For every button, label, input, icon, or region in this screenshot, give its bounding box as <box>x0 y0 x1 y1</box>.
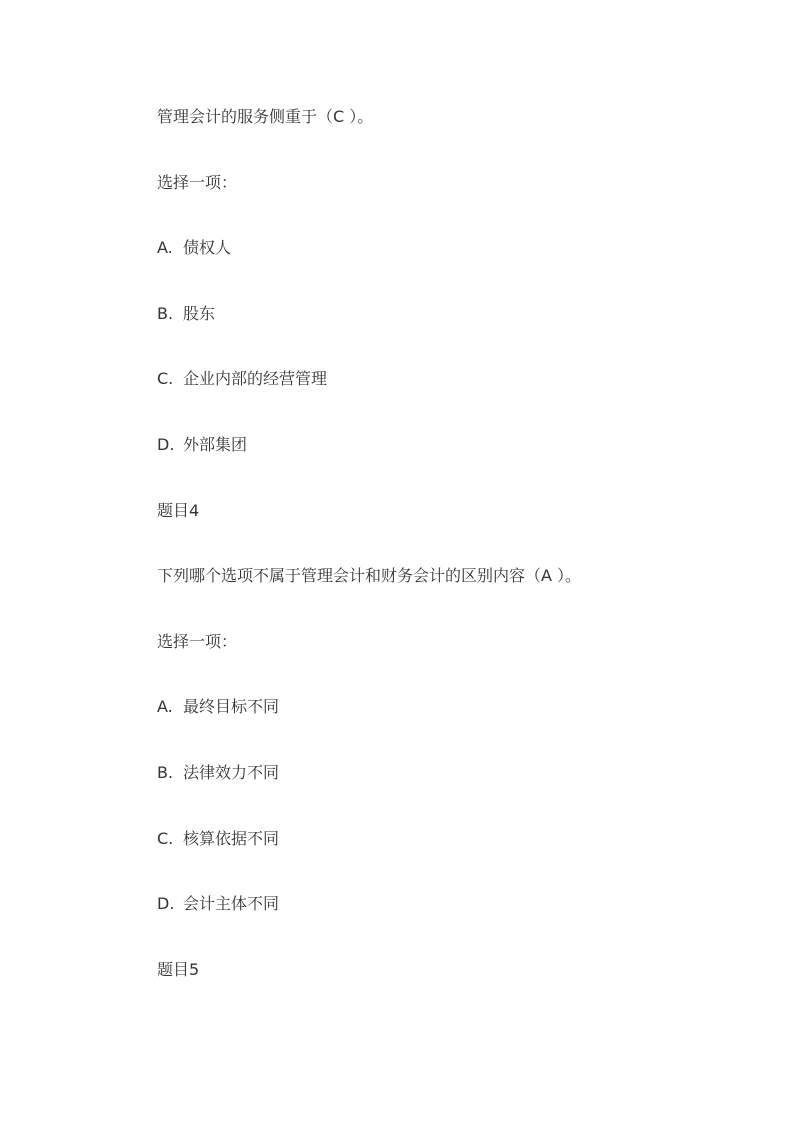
option-text: 股东 <box>183 304 216 323</box>
option-text: 会计主体不同 <box>183 894 280 913</box>
question-3-option-d <box>157 435 247 455</box>
option-letter: A. <box>157 238 173 257</box>
option-letter: C. <box>157 369 174 388</box>
question-3-option-b <box>157 304 215 324</box>
option-text: 核算依据不同 <box>183 829 280 848</box>
option-text: 债权人 <box>183 238 232 257</box>
option-text: 最终目标不同 <box>183 697 280 716</box>
question-3-stem: 管理会计的服务侧重于（C ）。 <box>157 107 374 126</box>
option-letter: D. <box>157 435 175 454</box>
option-text: 法律效力不同 <box>183 763 280 782</box>
option-text: 外部集团 <box>183 435 248 454</box>
question-4-heading: 题目4 <box>157 501 200 520</box>
question-5-heading: 题目5 <box>157 960 200 979</box>
question-4-option-c <box>157 829 279 849</box>
option-letter: D. <box>157 894 175 913</box>
question-3-option-c <box>157 369 327 389</box>
question-4-option-b <box>157 763 279 783</box>
option-letter: C. <box>157 829 174 848</box>
option-letter: A. <box>157 697 173 716</box>
option-text: 企业内部的经营管理 <box>183 369 328 388</box>
option-letter: B. <box>157 763 174 782</box>
question-4-option-a <box>157 697 279 717</box>
option-letter: B. <box>157 304 174 323</box>
question-4-stem: 下列哪个选项不属于管理会计和财务会计的区别内容（A ）。 <box>157 566 582 585</box>
question-4-prompt: 选择一项： <box>157 632 238 651</box>
question-3-option-a <box>157 238 231 258</box>
question-3-prompt: 选择一项： <box>157 173 238 192</box>
question-4-option-d <box>157 894 279 914</box>
